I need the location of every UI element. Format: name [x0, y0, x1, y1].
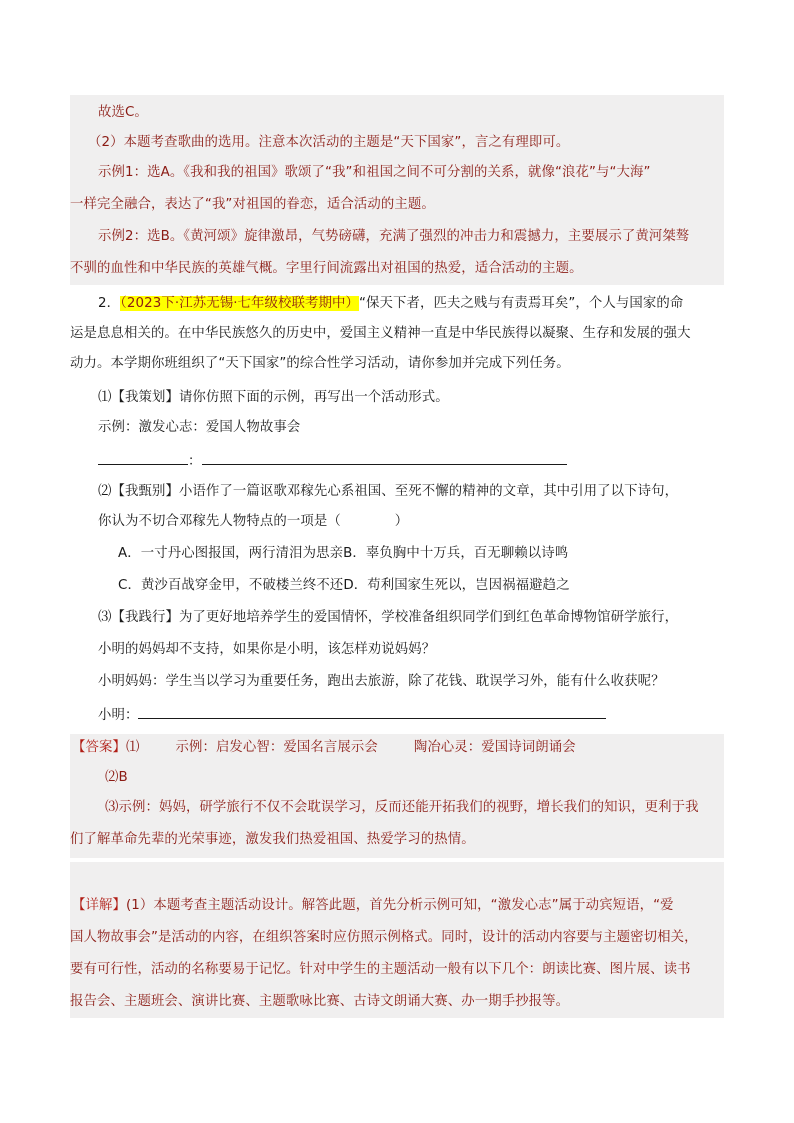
question-stem-line: 运是息息相关的。在中华民族悠久的历史中，爱国主义精神一直是中华民族得以凝聚、生存和发展的强大 — [70, 326, 691, 341]
xiaoming-answer-line — [98, 704, 752, 726]
answer-line-1 — [70, 738, 724, 758]
detail-text: (1）本题考查主题活动设计。解答此题，首先分析示例可知，“激发心志”属于动宾短语，“爱 — [125, 898, 674, 913]
answer-line: 一样完全融合，表达了“我”对祖国的眷恋，适合活动的主题。 — [70, 197, 435, 212]
task-2-prompt: ⑵【我甄别】小语作了一篇讴歌邓稼先心系祖国、至死不懈的精神的文章，其中引用了以下诗句， — [98, 484, 679, 499]
detail-line: 国人物故事会”是活动的内容，在组织答案时应仿照示例格式。同时，设计的活动内容要与主题密切相关， — [70, 930, 698, 945]
blank-underline — [138, 704, 606, 719]
answer-tag: 【答案】 — [72, 740, 126, 755]
answer-line: 示例1：选A。《我和我的祖国》歌颂了“我”和祖国之间不可分割的关系，就像“浪花”与“大海” — [98, 165, 651, 180]
question-stem-line — [98, 294, 752, 314]
task-2-prompt: 你认为不切合邓稼先人物特点的一项是（ ） — [98, 514, 409, 529]
option-d: D．苟利国家生死以，岂因祸福避趋之 — [343, 578, 570, 593]
mom-dialogue: 小明妈妈：学生当以学习为重要任务，跑出去旅游，除了花钱、耽误学习外，能有什么收获呢？ — [98, 674, 665, 689]
answer-line: （2）本题考查歌曲的选用。注意本次活动的主题是“天下国家”，言之有理即可。 — [88, 135, 570, 150]
blank-underline — [202, 450, 567, 465]
question-stem-line: 动力。本学期你班组织了“天下国家”的综合性学习活动，请你参加并完成下列任务。 — [70, 356, 570, 371]
question-block — [70, 290, 724, 730]
detail-line — [70, 896, 724, 916]
option-a: A．一寸丹心图报国，两行清泪为思亲 — [118, 546, 344, 561]
detail-line: 要有可行性，活动的名称要易于记忆。针对中学生的主题活动一般有以下几个：朗读比赛、图片展、读书 — [70, 962, 691, 977]
blank-underline — [98, 450, 188, 465]
answer-1-example-1: 示例：启发心智：爱国名言展示会 — [175, 740, 378, 755]
answer-line: 不驯的血性和中华民族的英雄气概。字里行间流露出对祖国的热爱，适合活动的主题。 — [70, 261, 583, 276]
answer-line: 故选C。 — [98, 105, 148, 120]
options-row — [118, 576, 772, 596]
task-3-prompt: ⑶【我践行】为了更好地培养学生的爱国情怀，学校准备组织同学们到红色革命博物馆研学旅行， — [98, 610, 679, 625]
options-row — [118, 544, 772, 564]
answer-1-example-2: 陶冶心灵：爱国诗词朗诵会 — [413, 740, 576, 755]
answer-line-3: ⑶示例：妈妈，研学旅行不仅不会耽误学习，反而还能开拓我们的视野，增长我们的知识，更利于我 — [105, 800, 699, 815]
xiaoming-label: 小明： — [98, 708, 139, 723]
detail-line: 报告会、主题班会、演讲比赛、主题歌咏比赛、古诗文朗诵大赛、办一期手抄报等。 — [70, 994, 570, 1009]
previous-answer-block — [70, 95, 724, 285]
question-stem-text: “保天下者，匹夫之贱与有责焉耳矣”，个人与国家的命 — [358, 296, 684, 311]
task-1-answer-line — [98, 450, 752, 472]
answer-line-4: 们了解革命先辈的光荣事迹，激发我们热爱祖国、热爱学习的热情。 — [70, 832, 475, 847]
detail-tag: 【详解】 — [72, 898, 126, 913]
source-tag: （2023下·江苏无锡·七年级校联考期中） — [120, 296, 359, 311]
task-1-example: 示例：激发心志：爱国人物故事会 — [98, 420, 301, 435]
blank-colon: ： — [188, 454, 202, 469]
answer-block — [70, 734, 724, 858]
task-1-prompt: ⑴【我策划】请你仿照下面的示例，再写出一个活动形式。 — [98, 390, 449, 405]
task-3-prompt: 小明的妈妈却不支持，如果你是小明，该怎样劝说妈妈？ — [98, 642, 436, 657]
option-b: B．辜负胸中十万兵，百无聊赖以诗鸣 — [343, 546, 569, 561]
option-c: C．黄沙百战穿金甲，不破楼兰终不还 — [118, 578, 344, 593]
answer-1-number: ⑴ — [125, 740, 140, 755]
answer-line-2: ⑵B — [105, 770, 128, 785]
question-number: 2． — [98, 296, 121, 311]
answer-line: 示例2：选B。《黄河颂》旋律激昂，气势磅礴，充满了强烈的冲击力和震撼力，主要展示了黄河桀骜 — [98, 229, 690, 244]
detail-block — [70, 862, 724, 1018]
